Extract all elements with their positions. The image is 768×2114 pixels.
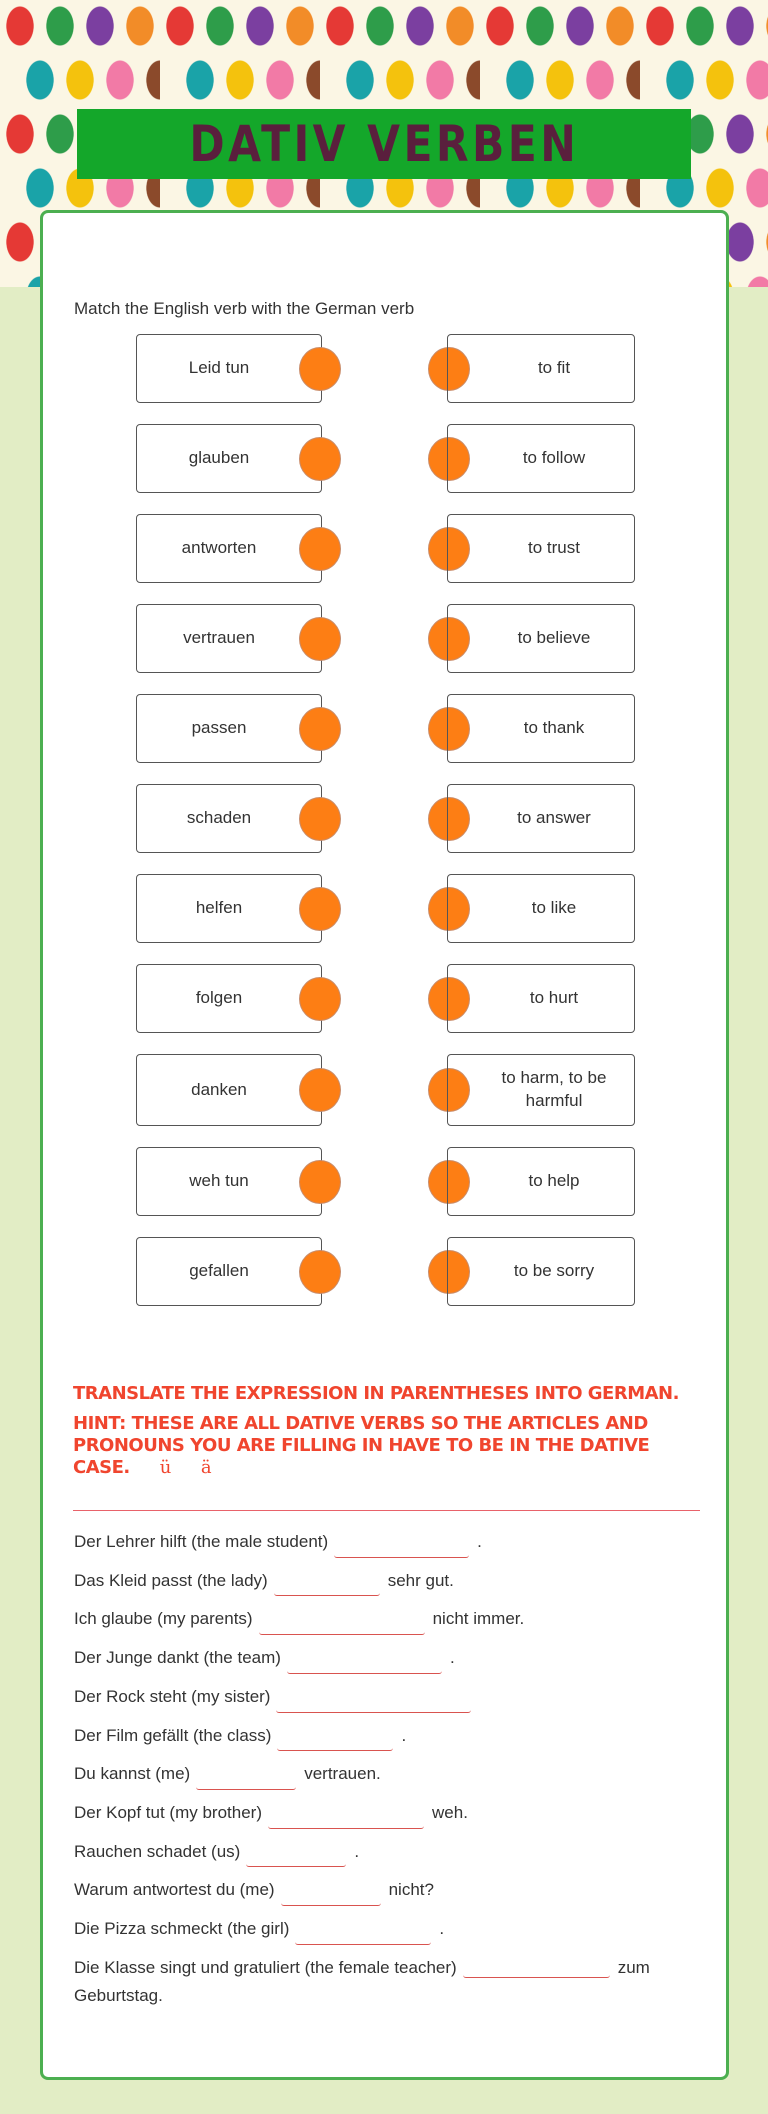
left-connector-dot[interactable] [299, 1068, 341, 1112]
sentence-ending: sehr gut. [387, 1570, 454, 1590]
sentence-prompt: Der Rock steht (my sister) [74, 1686, 271, 1706]
sentence-ending: . [354, 1841, 360, 1861]
english-verb: to follow [522, 448, 586, 468]
english-verb-card[interactable] [447, 964, 635, 1033]
german-verb-card[interactable] [136, 1147, 322, 1216]
german-verb-card[interactable] [136, 874, 322, 943]
worksheet-card [40, 210, 729, 2080]
answer-blank-input[interactable] [277, 1728, 393, 1751]
answer-blank-input[interactable] [276, 1690, 471, 1713]
umlaut-u-button[interactable]: ü [159, 1457, 171, 1478]
left-connector-dot[interactable] [299, 977, 341, 1021]
sentence-row [74, 1717, 704, 1756]
german-verb: danken [191, 1079, 247, 1099]
sentence-prompt: Ich glaube (my parents) [74, 1609, 253, 1629]
answer-blank-input[interactable] [463, 1955, 610, 1978]
german-verb-card[interactable] [136, 784, 322, 853]
sentence-row [74, 1833, 704, 1872]
sentence-row [74, 1678, 704, 1717]
left-connector-dot[interactable] [299, 1160, 341, 1204]
english-verb: to hurt [529, 988, 579, 1008]
sentence-prompt: Der Junge dankt (the team) [74, 1648, 281, 1668]
english-verb: to harm, to be harmful [501, 1068, 607, 1110]
german-verb: passen [191, 718, 247, 738]
german-verb-card[interactable] [136, 604, 322, 673]
english-verb-card[interactable] [447, 874, 635, 943]
match-row [43, 1054, 726, 1126]
sentence-ending: . [439, 1919, 445, 1939]
match-row [43, 1237, 726, 1306]
sentence-row [74, 1871, 704, 1910]
left-connector-dot[interactable] [299, 1250, 341, 1294]
german-verb-card[interactable] [136, 1237, 322, 1306]
divider [73, 1510, 700, 1511]
match-row [43, 964, 726, 1033]
sentence-row [74, 1949, 704, 2010]
match-row [43, 514, 726, 583]
answer-blank-input[interactable] [281, 1883, 381, 1906]
sentence-prompt: Die Pizza schmeckt (the girl) [74, 1919, 290, 1939]
match-row [43, 334, 726, 403]
english-verb: to help [528, 1171, 580, 1191]
sentence-ending: . [449, 1648, 455, 1668]
english-verb-card[interactable] [447, 1054, 635, 1126]
answer-blank-input[interactable] [268, 1806, 424, 1829]
translate-heading: TRANSLATE THE EXPRESSION IN PARENTHESES INTO GERMAN. [73, 1383, 679, 1404]
match-row [43, 874, 726, 943]
sentence-prompt: Die Klasse singt und gratuliert (the female teacher) [74, 1957, 457, 1977]
sentence-row [74, 1562, 704, 1601]
english-verb: to fit [537, 358, 571, 378]
german-verb: Leid tun [188, 358, 250, 378]
german-verb-card[interactable] [136, 514, 322, 583]
sentence-ending: nicht? [388, 1880, 434, 1900]
sentence-ending: nicht immer. [432, 1609, 525, 1629]
match-row [43, 784, 726, 853]
sentence-ending: . [401, 1725, 407, 1745]
left-connector-dot[interactable] [299, 617, 341, 661]
match-row [43, 424, 726, 493]
english-verb: to trust [528, 538, 580, 558]
sentence-prompt: Der Film gefällt (the class) [74, 1725, 272, 1745]
english-verb-card[interactable] [447, 1147, 635, 1216]
match-row [43, 1147, 726, 1216]
sentence-ending: vertrauen. [304, 1764, 381, 1784]
matching-instruction: Match the English verb with the German verb [74, 299, 415, 318]
answer-blank-input[interactable] [334, 1535, 469, 1558]
left-connector-dot[interactable] [299, 347, 341, 391]
english-verb-card[interactable] [447, 514, 635, 583]
german-verb: glauben [188, 448, 250, 468]
german-verb-card[interactable] [136, 1054, 322, 1126]
left-connector-dot[interactable] [299, 707, 341, 751]
left-connector-dot[interactable] [299, 437, 341, 481]
german-verb: helfen [195, 898, 243, 918]
german-verb: folgen [195, 988, 243, 1008]
answer-blank-input[interactable] [295, 1922, 431, 1945]
english-verb: to be sorry [513, 1261, 595, 1281]
sentence-prompt: Der Lehrer hilft (the male student) [74, 1532, 329, 1551]
german-verb: gefallen [189, 1261, 249, 1281]
sentence-row [74, 1523, 704, 1562]
sentence-ending: zum Geburtstag. [74, 1957, 650, 2005]
translate-hint [73, 1413, 683, 1479]
german-verb: vertrauen [183, 628, 255, 648]
german-verb-card[interactable] [136, 694, 322, 763]
german-verb-card[interactable] [136, 334, 322, 403]
matching-exercise [43, 334, 726, 1327]
english-verb: to answer [517, 808, 591, 828]
english-verb: to thank [523, 718, 585, 738]
german-verb-card[interactable] [136, 964, 322, 1033]
sentence-prompt: Rauchen schadet (us) [74, 1841, 241, 1861]
english-verb-card[interactable] [447, 1237, 635, 1306]
left-connector-dot[interactable] [299, 527, 341, 571]
umlaut-a-button[interactable]: ä [200, 1457, 212, 1478]
english-verb-card[interactable] [447, 334, 635, 403]
sentence-row [74, 1639, 704, 1678]
sentence-row [74, 1600, 704, 1639]
answer-blank-input[interactable] [259, 1612, 425, 1635]
match-row [43, 694, 726, 763]
german-verb: weh tun [189, 1171, 249, 1191]
title-banner [77, 109, 691, 179]
answer-blank-input[interactable] [274, 1573, 380, 1596]
english-verb-card[interactable] [447, 694, 635, 763]
left-connector-dot[interactable] [299, 797, 341, 841]
sentence-ending: weh. [432, 1802, 468, 1822]
answer-blank-input[interactable] [246, 1844, 346, 1867]
page-title: DATIV VERBEN [189, 115, 579, 173]
hint-text: HINT: THESE ARE ALL DATIVE VERBS SO THE ARTICLES AND PRONOUNS YOU ARE FILLING IN HAVE TO BE IN THE DATIVE CASE. [73, 1413, 650, 1478]
english-verb-card[interactable] [447, 604, 635, 673]
sentence-prompt: Der Kopf tut (my brother) [74, 1802, 263, 1822]
left-connector-dot[interactable] [299, 887, 341, 931]
sentence-prompt: Warum antwortest du (me) [74, 1880, 275, 1900]
english-verb: to like [531, 898, 577, 918]
sentence-row [74, 1794, 704, 1833]
english-verb-card[interactable] [447, 784, 635, 853]
german-verb: antworten [181, 538, 257, 558]
sentence-row [74, 1755, 704, 1794]
english-verb-card[interactable] [447, 424, 635, 493]
sentence-ending: . [477, 1532, 482, 1551]
translation-sentences [74, 1523, 704, 2010]
english-verb: to believe [517, 628, 591, 648]
sentence-prompt: Du kannst (me) [74, 1764, 191, 1784]
match-row [43, 604, 726, 673]
german-verb: schaden [186, 808, 252, 828]
answer-blank-input[interactable] [196, 1767, 296, 1790]
answer-blank-input[interactable] [287, 1651, 442, 1674]
sentence-row [74, 1910, 704, 1949]
german-verb-card[interactable] [136, 424, 322, 493]
translate-instructions [73, 1383, 683, 1487]
sentence-prompt: Das Kleid passt (the lady) [74, 1570, 268, 1590]
